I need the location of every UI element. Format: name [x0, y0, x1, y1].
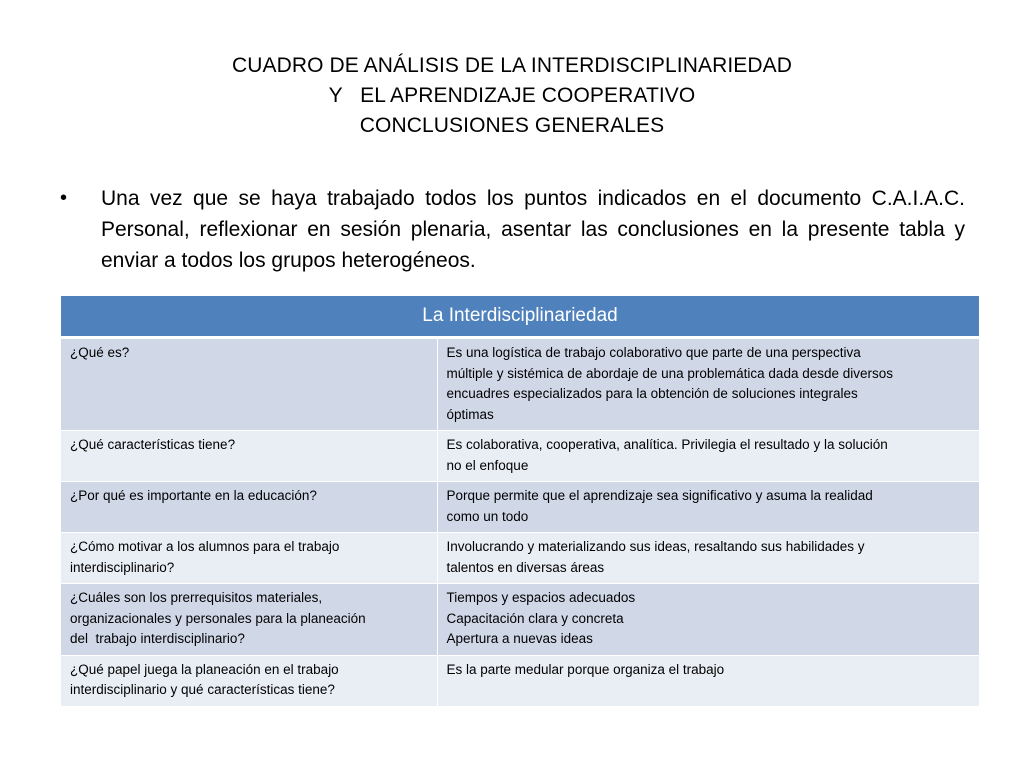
answer-line: talentos en diversas áreas	[446, 559, 605, 575]
analysis-table	[61, 296, 979, 707]
question-cell	[61, 338, 437, 431]
answer-line: Capacitación clara y concreta	[446, 610, 624, 626]
question-line: ¿Cuáles son los prerrequisitos materiales,	[70, 590, 323, 605]
bullet-icon: •	[60, 187, 68, 209]
table-row	[61, 533, 979, 584]
question-cell	[61, 482, 437, 533]
answer-cell	[437, 584, 979, 656]
question-line: ¿Qué características tiene?	[70, 437, 236, 452]
table-row	[61, 584, 979, 656]
question-line: organizacionales y personales para la planeación	[70, 610, 366, 626]
answer-line: no el enfoque	[446, 457, 529, 473]
answer-line: Apertura a nuevas ideas	[446, 631, 593, 646]
answer-cell	[437, 655, 979, 706]
question-cell	[61, 584, 437, 656]
answer-line: Tiempos y espacios adecuados	[446, 590, 636, 605]
question-line: del trabajo interdisciplinario?	[70, 631, 245, 646]
answer-line: óptimas	[446, 406, 494, 422]
answer-cell	[437, 338, 979, 431]
answer-cell	[437, 533, 979, 584]
answer-line: Es la parte medular porque organiza el trabajo	[446, 661, 725, 677]
title-line-2: Y EL APRENDIZAJE COOPERATIVO	[328, 84, 696, 107]
question-line: ¿Qué es?	[70, 345, 130, 360]
question-cell	[61, 431, 437, 482]
question-line: interdisciplinario?	[70, 559, 175, 575]
question-line: ¿Por qué es importante en la educación?	[70, 488, 317, 503]
table-header: La Interdisciplinariedad	[61, 296, 979, 338]
question-line: ¿Qué papel juega la planeación en el trabajo	[70, 661, 339, 677]
answer-line: Es colaborativa, cooperativa, analítica. Privilegia el resultado y la solución	[446, 437, 888, 452]
question-line: interdisciplinario y qué características tiene?	[70, 682, 335, 697]
table-row	[61, 655, 979, 706]
instruction-text: Una vez que se haya trabajado todos los puntos indicados en el documento C.A.I.A.C. Personal, reflexionar en sesión plenaria, asentar las conclusiones en la presente tabla y enviar a todos los grupos heterogéneos.	[101, 187, 965, 272]
table-row	[61, 431, 979, 482]
title-line-3: CONCLUSIONES GENERALES	[359, 114, 665, 137]
answer-line: múltiple y sistémica de abordaje de una problemática dada desde diversos	[446, 365, 894, 381]
instruction-bullet	[60, 183, 965, 276]
question-cell	[61, 533, 437, 584]
question-line: ¿Cómo motivar a los alumnos para el trabajo	[70, 539, 340, 554]
answer-line: Porque permite que el aprendizaje sea significativo y asuma la realidad	[446, 488, 873, 503]
answer-cell	[437, 482, 979, 533]
title-line-1: CUADRO DE ANÁLISIS DE LA INTERDISCIPLINARIEDAD	[231, 54, 793, 77]
answer-line: encuadres especializados para la obtención de soluciones integrales	[446, 386, 858, 401]
answer-line: Es una logística de trabajo colaborativo que parte de una perspectiva	[446, 345, 861, 360]
answer-line: como un todo	[446, 508, 529, 524]
table-row	[61, 482, 979, 533]
answer-cell	[437, 431, 979, 482]
question-cell	[61, 655, 437, 706]
slide-title	[0, 51, 1024, 141]
answer-line: Involucrando y materializando sus ideas, resaltando sus habilidades y	[446, 539, 865, 554]
table-row	[61, 338, 979, 431]
